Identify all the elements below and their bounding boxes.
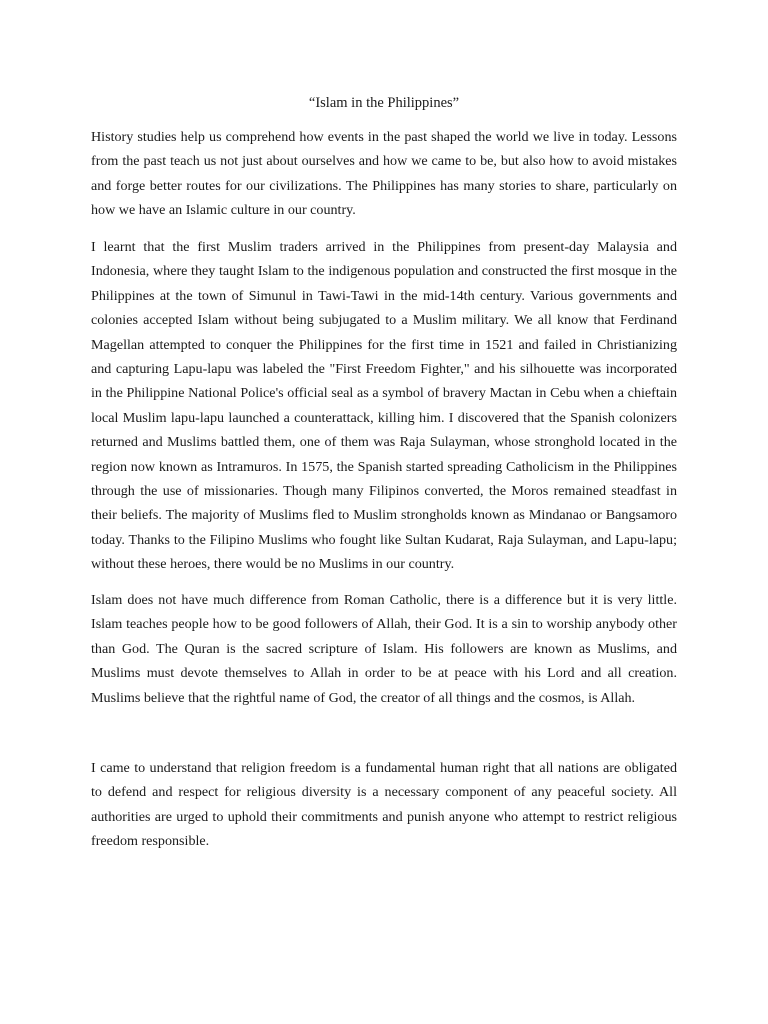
paragraph-history: I learnt that the first Muslim traders arrived in the Philippines from present-day Malaysia and Indonesia, where they taught Islam to the indigenous population and constructed the first mosque in the Philippines at the town of Simunul in Tawi-Tawi in the mid-14th century. Various governments and colonies accepted Islam without being subjugated to a Muslim military. We all know that Ferdinand Magellan attempted to conquer the Philippines for the first time in 1521 and failed in Christianizing and capturing Lapu-lapu was labeled the "First Freedom Fighter," and his silhouette was incorporated in the Philippine National Police's official seal as a symbol of bravery Mactan in Cebu when a chieftain local Muslim lapu-lapu launched a counterattack, killing him. I discovered that the Spanish colonizers returned and Muslims battled them, one of them was Raja Sulayman, whose stronghold located in the region now known as Intramuros. In 1575, the Spanish started spreading Catholicism in the Philippines through the use of missionaries. Though many Filipinos converted, the Moros remained steadfast in their beliefs. The majority of Muslims fled to Muslim strongholds known as Mindanao or Bangsamoro today. Thanks to the Filipino Muslims who fought like Sultan Kudarat, Raja Sulayman, and Lapu-lapu; without these heroes, there would be no Muslims in our country. (91, 239, 677, 573)
document-title: “Islam in the Philippines” (308, 95, 460, 111)
paragraph-conclusion: I came to understand that religion freedom is a fundamental human right that all nations are obligated to defend and respect for religious diversity is a necessary component of any peaceful society. All authorities are urged to uphold their commitments and punish anyone who attempt to restrict religious freedom responsible. (91, 760, 677, 850)
paragraph-beliefs: Islam does not have much difference from Roman Catholic, there is a difference but it is very little. Islam teaches people how to be good followers of Allah, their God. It is a sin to worship anybody other than God. The Quran is the sacred scripture of Islam. His followers are known as Muslims, and Muslims must devote themselves to Allah in order to be at peace with his Lord and all creation. Muslims believe that the rightful name of God, the creator of all things and the cosmos, is Allah. (91, 592, 677, 706)
paragraph-intro: History studies help us comprehend how events in the past shaped the world we live in today. Lessons from the past teach us not just about ourselves and how we came to be, but also how to avoid mistakes and forge better routes for our civilizations. The Philippines has many stories to share, particularly on how we have an Islamic culture in our country. (91, 129, 677, 219)
